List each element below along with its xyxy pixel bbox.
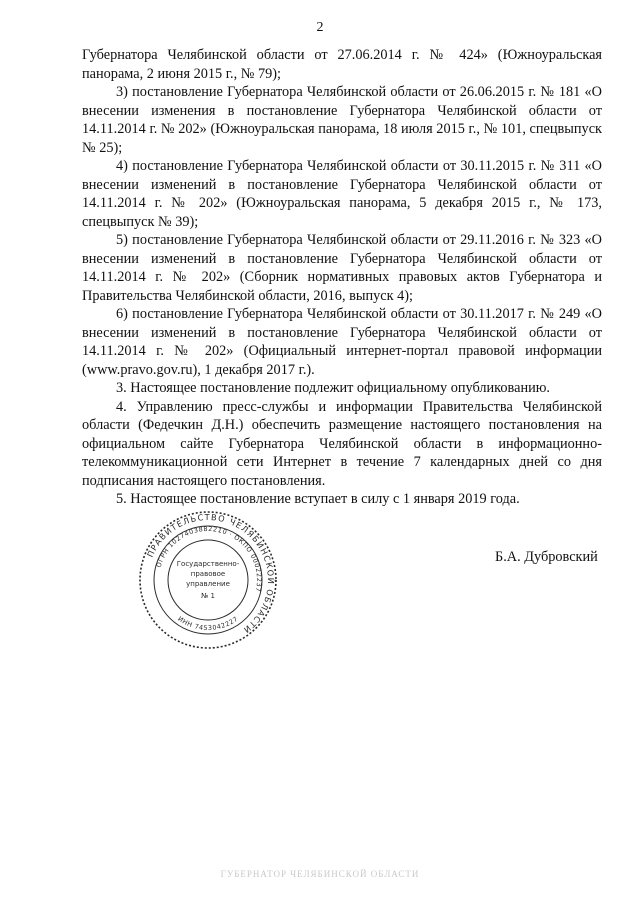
seal-center-line: Государственно- xyxy=(176,560,240,568)
paragraph-continuation: Губернатора Челябинской области от 27.06.2014 г. № 424» (Южноуральская панорама, 2 июня 2015 г., № 79); xyxy=(82,47,602,82)
seal-outer-text: ПРАВИТЕЛЬСТВО ЧЕЛЯБИНСКОЙ ОБЛАСТИ xyxy=(144,511,277,636)
clause-4: 4. Управлению пресс-службы и информации Правительства Челябинской области (Федечкин Д.Н.) обеспечить размещение настоящего постановления на официальном сайте Губернатора Челябинской области в информационно-телекоммуникационной сети Интернет в течение 7 календарных дней со дня подписания настоящего постановления. xyxy=(82,398,602,489)
list-item-3: 3) постановление Губернатора Челябинской области от 26.06.2015 г. № 181 «О внесении изменения в постановление Губернатора Челябинской области от 14.11.2014 г. № 202» (Южноуральская панорама, 18 июля 2015 г., № 101, спецвыпуск № 25); xyxy=(82,84,602,156)
seal-center-line: управление xyxy=(186,580,230,588)
list-item-4: 4) постановление Губернатора Челябинской области от 30.11.2015 г. № 311 «О внесении изменений в постановление Губернатора Челябинской области от 14.11.2014 г. № 202» (Южноуральская панорама, 5 декабря 2015 г., № 173, спецвыпуск № 39); xyxy=(82,158,602,230)
document-body xyxy=(82,46,602,509)
seal-center-text xyxy=(177,560,240,600)
official-seal xyxy=(138,510,278,650)
seal-center-line: № 1 xyxy=(201,592,215,600)
seal-center-line: правовое xyxy=(190,570,226,578)
clause-3: 3. Настоящее постановление подлежит официальному опубликованию. xyxy=(116,380,551,396)
page-number: 2 xyxy=(316,20,324,35)
list-item-6: 6) постановление Губернатора Челябинской области от 30.11.2017 г. № 249 «О внесении изменений в постановление Губернатора Челябинской области от 14.11.2014 г. № 202» (Официальный интернет-портал правовой информации (www.pravo.gov.ru), 1 декабря 2017 г.). xyxy=(82,306,602,378)
seal-inner-text: ОГРН 1027403882210 · ОКПО 00022237 xyxy=(154,524,264,593)
clause-5: 5. Настоящее постановление вступает в силу с 1 января 2019 года. xyxy=(116,491,520,507)
list-item-5: 5) постановление Губернатора Челябинской области от 29.11.2016 г. № 323 «О внесении изменений в постановление Губернатора Челябинской области от 14.11.2014 г. № 202» (Сборник нормативных правовых актов Губернатора и Правительства Челябинской области, 2016, выпуск 4); xyxy=(82,232,602,304)
signature-name: Б.А. Дубровский xyxy=(495,549,598,565)
footer-watermark: ГУБЕРНАТОР ЧЕЛЯБИНСКОЙ ОБЛАСТИ xyxy=(220,869,420,879)
seal-bottom-text: ИНН 7453042227 xyxy=(176,614,240,633)
